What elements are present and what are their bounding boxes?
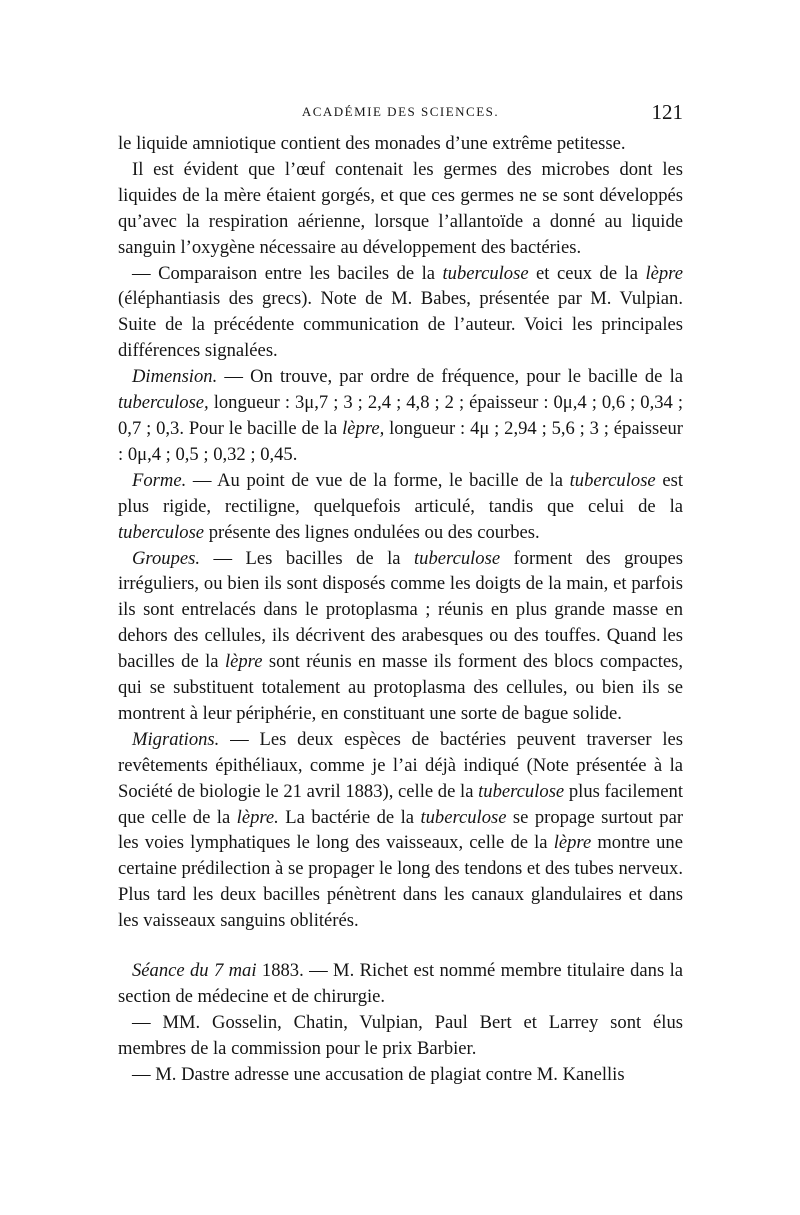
text-run: La bactérie de la: [278, 806, 421, 828]
paragraph: [118, 727, 683, 934]
italic-run: tuberculose,: [118, 392, 209, 414]
text-run: — Au point de vue de la forme, le bacille de la: [186, 469, 570, 491]
italic-run: lèpre: [553, 832, 592, 854]
text-run: — M. Dastre adresse une accusation de plagiat contre M. Kanellis: [132, 1063, 625, 1085]
italic-run: lèpre: [645, 262, 683, 284]
section-gap: [118, 934, 683, 958]
page-number: 121: [651, 100, 683, 124]
text-run: et ceux de la: [528, 262, 646, 284]
italic-run: tuberculose: [442, 262, 529, 284]
paragraph: [118, 131, 683, 157]
text-run: (éléphantiasis des grecs). Note de M. Babes, présentée par M. Vulpian. Suite de la précédente communication de l’auteur. Voici les principales différences signalées.: [118, 288, 683, 362]
paragraph: [118, 1062, 683, 1088]
italic-run: Forme.: [132, 469, 187, 491]
paragraph: [118, 261, 683, 365]
text-run: — Les bacilles de la: [200, 547, 415, 569]
text-run: est plus rigide, rectiligne, quelquefois articulé, tandis que celui de la: [118, 469, 683, 517]
italic-run: tuberculose: [414, 547, 501, 569]
text-run: longueur : 3μ,7 ; 3 ; 2,4 ; 4,8 ; 2 ; épaisseur : 0μ,4 ; 0,6 ; 0,34 ; 0,7 ; 0,3. Pour le bacille de la: [118, 392, 683, 439]
body-text: [118, 131, 683, 1088]
paragraph: [118, 364, 683, 468]
text-run: — Les deux espèces de bactéries peuvent traverser les revêtements épithéliaux, comme je l’ai déjà indiqué (Note présentée à la Société de biologie le 21 avril 1883), celle de la: [118, 728, 683, 802]
italic-run: lèpre,: [342, 417, 385, 439]
text-run: le liquide amniotique contient des monades d’une extrême petitesse.: [118, 133, 626, 154]
italic-run: Groupes.: [132, 547, 201, 569]
running-title: ACADÉMIE DES SCIENCES.: [301, 104, 500, 119]
text-run: — MM. Gosselin, Chatin, Vulpian, Paul Bert et Larrey sont élus membres de la commission pour le prix Barbier.: [118, 1011, 683, 1059]
text-run: — Comparaison entre les baciles de la: [132, 262, 443, 284]
text-run: longueur : 4μ ; 2,94 ; 5,6 ; 3 ; épaisseur : 0μ,4 ; 0,5 ; 0,32 ; 0,45.: [118, 417, 683, 465]
italic-run: tuberculose: [420, 806, 507, 828]
text-run: présente des lignes ondulées ou des courbes.: [204, 521, 540, 543]
text-run: sont réunis en masse ils forment des blocs compactes, qui se substituent totalement au protoplasma des cellules, ou bien ils se montrent à leur périphérie, en constituant une sorte de bague solide.: [118, 651, 683, 724]
italic-run: Dimension.: [132, 366, 218, 388]
italic-run: Migrations.: [132, 728, 220, 750]
text-run: montre une certaine prédilection à se propager le long des tendons et des tubes nerveux. Plus tard les deux bacilles pénètrent dans les canaux glandulaires et dans les vaisseaux sanguins oblitérés.: [118, 832, 683, 932]
paragraph: [118, 546, 683, 727]
paragraph: [118, 468, 683, 546]
italic-run: tuberculose: [118, 521, 205, 543]
text-run: forment des groupes irréguliers, ou bien ils sont disposés comme les doigts de la main, et parfois ils sont entrelacés dans le protoplasma ; réunis en plus grande masse en dehors des cellules, ils décrivent des arabesques ou des touffes. Quand les bacilles de la: [118, 547, 683, 673]
paragraph: [118, 1010, 683, 1062]
italic-run: Séance du 7 mai: [132, 960, 257, 982]
paragraph: [118, 958, 683, 1010]
italic-run: lèpre: [224, 651, 263, 673]
text-run: — On trouve, par ordre de fréquence, pour le bacille de la: [217, 366, 683, 388]
text-run: se propage surtout par les voies lymphatiques le long des vaisseaux, celle de la: [118, 806, 684, 854]
text-run: 1883. — M. Richet est nommé membre titulaire dans la section de médecine et de chirurgie.: [118, 960, 683, 1007]
text-run: Il est évident que l’œuf contenait les germes des microbes dont les liquides de la mère étaient gorgés, et que ces germes ne se sont développés qu’avec la respiration aérienne, lorsque l’allantoïde a donné au liquide sanguin l’oxygène nécessaire au développement des bactéries.: [118, 158, 683, 258]
italic-run: tuberculose: [478, 780, 565, 802]
text-run: plus facilement que celle de la: [118, 780, 683, 828]
page-header: [118, 100, 683, 126]
italic-run: lèpre.: [236, 806, 279, 828]
paragraph: [118, 157, 683, 261]
italic-run: tuberculose: [569, 469, 656, 491]
